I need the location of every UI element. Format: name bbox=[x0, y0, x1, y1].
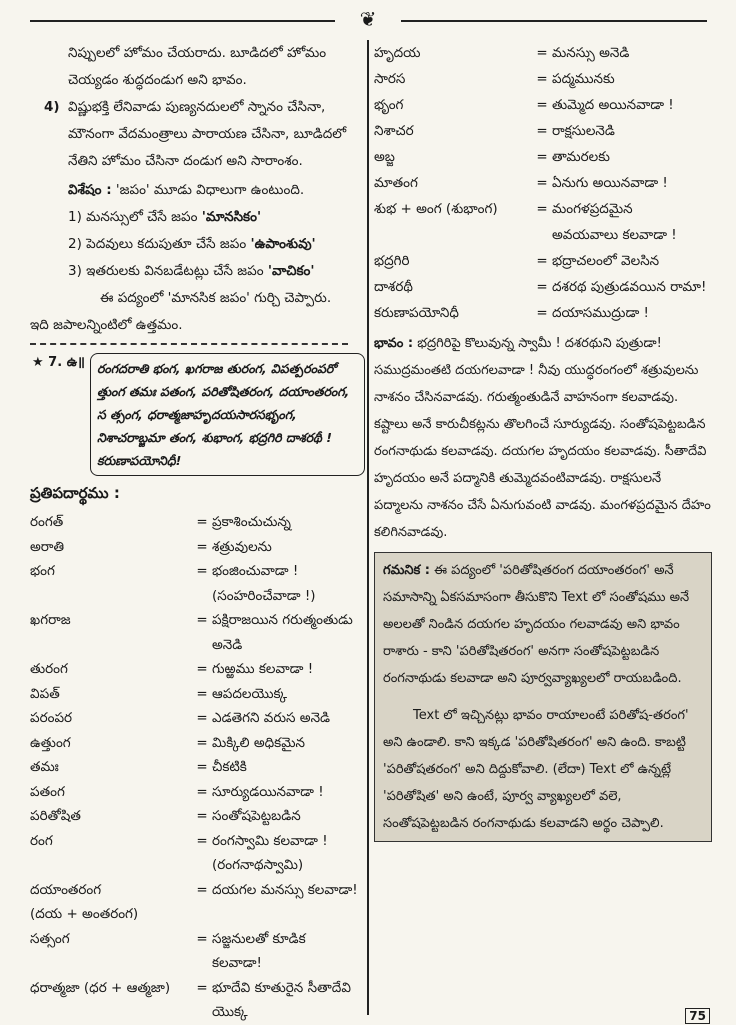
gloss-term: కరుణాపయోనిధీ bbox=[374, 305, 459, 321]
verse-block bbox=[30, 353, 365, 476]
gloss-row bbox=[30, 976, 365, 1001]
equals-sign: = bbox=[196, 563, 208, 579]
visesham-text: 'జపం' మూడు విధాలుగా ఉంటుంది. bbox=[111, 182, 305, 198]
japa-list-item bbox=[68, 258, 365, 285]
gloss-row bbox=[30, 755, 365, 780]
gloss-term: హృదయ bbox=[374, 45, 421, 61]
equals-sign: = bbox=[196, 759, 208, 775]
gloss-term: సారస bbox=[374, 71, 406, 87]
gloss-meaning: తుమ్మెద అయినవాడా ! bbox=[552, 97, 674, 113]
japa-list bbox=[30, 204, 365, 285]
equals-sign bbox=[192, 633, 212, 658]
gloss-term: రంగ bbox=[30, 832, 53, 849]
gloss-row bbox=[374, 66, 712, 92]
note-heading: గమనిక : bbox=[383, 563, 430, 578]
japa-item-term: 'మానసికం' bbox=[201, 209, 262, 225]
gloss-term: పరంపర bbox=[30, 710, 73, 726]
gloss-meaning: దయాసముద్రుడా ! bbox=[552, 305, 649, 321]
gloss-term: మాతంగ bbox=[374, 175, 418, 191]
section-divider bbox=[30, 343, 348, 345]
equals-sign bbox=[192, 951, 212, 976]
gloss-meaning: చీకటికి bbox=[212, 759, 247, 775]
right-column bbox=[374, 40, 712, 1010]
equals-sign: = bbox=[536, 253, 548, 269]
equals-sign: = bbox=[196, 612, 208, 628]
gloss-term: ఖగరాజ bbox=[30, 612, 71, 628]
japa-list-item bbox=[68, 204, 365, 231]
gloss-row bbox=[30, 559, 365, 584]
page-footer bbox=[0, 1008, 736, 1024]
gloss-term bbox=[30, 951, 192, 976]
gloss-meaning: పద్మమునకు bbox=[552, 71, 615, 87]
japa-item-text: 1) మనస్సులో చేసే జపం bbox=[68, 209, 202, 225]
japa-item-text: 2) పెదవులు కదుపుతూ చేసే జపం bbox=[68, 236, 251, 252]
japa-item-term: 'వాచికం' bbox=[267, 263, 315, 279]
equals-sign: = bbox=[196, 685, 208, 702]
equals-sign: = bbox=[196, 930, 208, 947]
gloss-row bbox=[30, 657, 365, 682]
equals-sign: = bbox=[196, 979, 208, 996]
gloss-row bbox=[30, 682, 365, 707]
note-para-2: Text లో ఇచ్చినట్లు భావం రాయాలంటే పరితోష-తరంగ' అని ఉండాలి. కాని ఇక్కడ 'పరితోషితరంగ' అని ఉంది. కాబట్టి 'పరితోషతరంగ' అని దిద్దుకోవాలి. (లేదా) Text లో ఉన్నట్లే 'పరితోషిత' అని ఉంటే, పూర్వ వ్యాఖ్యలలో వలె, సంతోషపెట్టబడిన రంగనాథుడు కలవాడని అర్థం చెప్పాలి. bbox=[383, 708, 689, 831]
gloss-term: నిశాచర bbox=[374, 123, 414, 139]
list-tail: ఈ పద్యంలో 'మానసిక జపం' గుర్చి చెప్పారు. bbox=[100, 290, 332, 306]
gloss-meaning: గుఱ్ఱము కలవాడా ! bbox=[212, 661, 314, 677]
gloss-meaning: (సంహరించేవాడా !) bbox=[212, 587, 316, 604]
equals-sign: = bbox=[196, 661, 208, 677]
gloss-row bbox=[30, 584, 365, 609]
gloss-list-left bbox=[30, 510, 365, 1025]
left-column bbox=[30, 40, 365, 1020]
gloss-row bbox=[30, 878, 365, 903]
equals-sign: = bbox=[196, 881, 208, 898]
gloss-meaning: కలవాడా! bbox=[212, 955, 262, 971]
equals-sign: = bbox=[536, 45, 548, 61]
gloss-row bbox=[374, 274, 712, 300]
gloss-meaning: దశరథ పుత్రుడవయిన రామా! bbox=[552, 279, 707, 295]
gloss-row bbox=[30, 608, 365, 633]
gloss-row bbox=[30, 829, 365, 854]
header-rule-right bbox=[401, 20, 707, 22]
gloss-meaning: రంగస్వామి కలవాడా ! bbox=[212, 832, 328, 849]
gloss-row bbox=[30, 731, 365, 756]
header-ornament bbox=[0, 8, 736, 32]
gloss-row bbox=[30, 633, 365, 658]
gloss-meaning: మిక్కిలి అధికమైన bbox=[212, 734, 305, 751]
gloss-row bbox=[374, 144, 712, 170]
gloss-term: అరాతి bbox=[30, 538, 65, 555]
gloss-meaning: ఆపదలయొక్క bbox=[212, 685, 288, 702]
gloss-term: భంగ bbox=[30, 563, 55, 579]
gloss-meaning: శత్రువులను bbox=[212, 538, 272, 555]
gloss-term: భృంగ bbox=[374, 97, 404, 113]
page-number: 75 bbox=[685, 1008, 710, 1024]
gloss-heading: ప్రతిపదార్థము : bbox=[30, 484, 120, 502]
gloss-term: ధరాత్మజా (ధర + ఆత్మజా) bbox=[30, 979, 171, 996]
equals-sign: = bbox=[536, 71, 548, 87]
equals-sign: = bbox=[196, 710, 208, 726]
gloss-term bbox=[30, 584, 192, 609]
gloss-meaning: భంజించువాడా ! bbox=[212, 563, 299, 579]
gloss-term bbox=[30, 633, 192, 658]
paragraph-top: నిప్పులలో హోమం చేయరాదు. బూడిదలో హోమం చెయ్యడం శుద్ధదండుగ అని భావం. bbox=[68, 45, 327, 88]
gloss-term: విపత్ bbox=[30, 685, 60, 702]
equals-sign bbox=[192, 853, 212, 878]
bhavam-heading: భావం : bbox=[374, 336, 414, 351]
gloss-row bbox=[30, 510, 365, 535]
japa-item-text: 3) ఇతరులకు వినబడేటట్లు చేసే జపం bbox=[68, 263, 268, 279]
equals-sign: = bbox=[536, 305, 548, 321]
gloss-meaning: ఏనుగు అయినవాడా ! bbox=[552, 175, 668, 191]
gloss-term: తురంగ bbox=[30, 661, 68, 677]
gloss-term: భద్రగిరి bbox=[374, 253, 410, 269]
gloss-row bbox=[374, 300, 712, 326]
note-para-1 bbox=[383, 557, 703, 692]
equals-sign: = bbox=[536, 175, 548, 191]
gloss-meaning: యొక్క bbox=[212, 1004, 248, 1020]
bhavam bbox=[374, 330, 712, 546]
gloss-term: పతంగ bbox=[30, 783, 65, 800]
gloss-term: ఉత్తుంగ bbox=[30, 734, 71, 751]
equals-sign: = bbox=[196, 514, 208, 530]
gloss-row bbox=[30, 535, 365, 560]
gloss-meaning: దయగల మనస్సు కలవాడా! bbox=[212, 881, 358, 898]
gloss-term: (దయ + అంతరంగ) bbox=[30, 906, 139, 922]
gloss-term: సత్సంగ bbox=[30, 930, 70, 947]
gloss-meaning: ఎడతెగని వరుస అనెడి bbox=[212, 710, 331, 726]
closing-line: ఇది జపాలన్నింటిలో ఉత్తమం. bbox=[30, 317, 183, 333]
gloss-term bbox=[30, 853, 192, 878]
equals-sign: = bbox=[536, 201, 548, 217]
gloss-meaning: పక్షిరాజయిన గరుత్మంతుడు bbox=[212, 612, 353, 628]
gloss-row bbox=[374, 92, 712, 118]
gloss-meaning: సజ్జనులతో కూడిక bbox=[212, 930, 306, 947]
equals-sign: = bbox=[536, 279, 548, 295]
equals-sign: = bbox=[196, 832, 208, 849]
item-4-number: 4) bbox=[44, 99, 60, 115]
equals-sign: = bbox=[536, 123, 548, 139]
gloss-row bbox=[374, 248, 712, 274]
ornament-icon: ❦ bbox=[359, 7, 377, 31]
gloss-term bbox=[374, 222, 532, 248]
japa-item-term: 'ఉపాంశువు' bbox=[250, 236, 316, 252]
gloss-meaning: భద్రాచలంలో వెలసిన bbox=[552, 253, 660, 269]
gloss-row bbox=[30, 951, 365, 976]
gloss-row bbox=[30, 706, 365, 731]
page-body bbox=[0, 40, 736, 1024]
visesham bbox=[30, 177, 365, 204]
gloss-row bbox=[30, 902, 365, 927]
bhavam-text: భద్రగిరిపై కొలువున్న స్వామీ ! దశరథుని పుత్రుడా! సముద్రమంతటి దయగలవాడా ! నీవు యుద్ధరంగంలో శత్రువులను నాశనం చేసినవాడవు. గరుత్మంతుడినే వాహనంగా కలవాడవు. కష్టాలు అనే కారుచీకట్లను తొలగించే సూర్యుడవు. సంతోషపెట్టబడిన రంగనాథుడు కలవాడవు. దయగల హృదయం కలవాడవు. సీతాదేవి హృదయం అనే పద్మానికి తుమ్మెదవంటివాడవు. రాక్షసులనే పద్మాలను నాశనం చేసే ఏనుగువంటి వాడవు. మంగళప్రదమైన దేహం కలిగినవాడవు. bbox=[374, 336, 711, 540]
gloss-row bbox=[30, 927, 365, 952]
equals-sign: = bbox=[196, 538, 208, 555]
equals-sign bbox=[192, 902, 212, 927]
equals-sign bbox=[192, 584, 212, 609]
gloss-meaning: మంగళప్రదమైన bbox=[552, 201, 633, 217]
verse-text: రంగదరాతి భంగ, ఖగరాజ తురంగ, విపత్పరంపరో త్తుంగ తమః పతంగ, పరితోషితరంగ, దయాంతరంగ, స త్సంగ, ధరాత్మజాహృదయసారసభృంగ, నిశాచరాబ్జమా తంగ, శుభాంగ, భద్రగిరి దాశరథీ ! కరుణాపయోనిధీ! bbox=[90, 353, 365, 476]
note-box bbox=[374, 552, 712, 842]
gloss-row bbox=[30, 804, 365, 829]
gloss-row bbox=[374, 170, 712, 196]
equals-sign bbox=[532, 222, 552, 248]
gloss-term: దయాంతరంగ bbox=[30, 881, 102, 898]
gloss-term: తమః bbox=[30, 759, 59, 775]
gloss-term: శుభ + అంగ (శుభాంగ) bbox=[374, 201, 498, 217]
gloss-meaning: భూదేవి కూతురైన సీతాదేవి bbox=[212, 979, 351, 996]
visesham-heading: విశేషం : bbox=[68, 182, 112, 198]
equals-sign: = bbox=[196, 783, 208, 800]
note-text-1: ఈ పద్యంలో 'పరితోషితరంగ దయాంతరంగ' అనే సమాసాన్ని ఏకసమాసంగా తీసుకొని Text లో సంతోషము అనే అలలతో నిండిన దయగల హృదయం గలవాడవు అని భావం రాశారు - కాని 'పరితోషితరంగ' అనగా సంతోషపెట్టబడిన రంగనాథుడు కలవాడా అని పూర్వవ్యాఖ్యలలో రాయబడింది. bbox=[383, 563, 690, 686]
gloss-meaning bbox=[212, 902, 365, 927]
gloss-term: పరితోషిత bbox=[30, 808, 81, 824]
gloss-meaning: ప్రకాశించుచున్న bbox=[212, 514, 291, 530]
equals-sign: = bbox=[536, 97, 548, 113]
gloss-meaning: రాక్షసులనెడి bbox=[552, 123, 615, 139]
gloss-meaning: మనస్సు అనెడి bbox=[552, 45, 630, 61]
gloss-meaning: సంతోషపెట్టబడిన bbox=[212, 808, 301, 824]
gloss-row bbox=[374, 40, 712, 66]
gloss-term: దాశరథీ bbox=[374, 279, 413, 295]
item-4 bbox=[30, 94, 365, 175]
gloss-meaning: అనెడి bbox=[212, 636, 243, 653]
gloss-list-right bbox=[374, 40, 712, 326]
gloss-meaning: తామరలకు bbox=[552, 149, 610, 165]
gloss-row bbox=[30, 780, 365, 805]
gloss-term: అబ్జ bbox=[374, 149, 395, 165]
equals-sign: = bbox=[196, 808, 208, 824]
item-4-text: విష్ణుభక్తి లేనివాడు పుణ్యనదులలో స్నానం చేసినా, మౌనంగా వేదమంత్రాలు పారాయణ చేసినా, బూడిదలో నేతిని హోమం చేసినా దండుగ అని సారాంశం. bbox=[68, 99, 347, 169]
gloss-row bbox=[374, 118, 712, 144]
gloss-meaning: సూర్యుడయినవాడా ! bbox=[212, 783, 324, 800]
header-rule-left bbox=[30, 20, 335, 22]
japa-list-item bbox=[68, 231, 365, 258]
gloss-meaning: (రంగనాథస్వామి) bbox=[212, 857, 304, 873]
equals-sign: = bbox=[536, 149, 548, 165]
verse-label: ★ 7. ఉ॥ bbox=[32, 355, 85, 370]
column-divider bbox=[367, 40, 369, 1015]
gloss-row bbox=[374, 222, 712, 248]
gloss-term: రంగత్ bbox=[30, 514, 64, 530]
gloss-row bbox=[30, 853, 365, 878]
gloss-row bbox=[374, 196, 712, 222]
gloss-meaning: అవయవాలు కలవాడా ! bbox=[552, 227, 677, 243]
equals-sign: = bbox=[196, 734, 208, 751]
